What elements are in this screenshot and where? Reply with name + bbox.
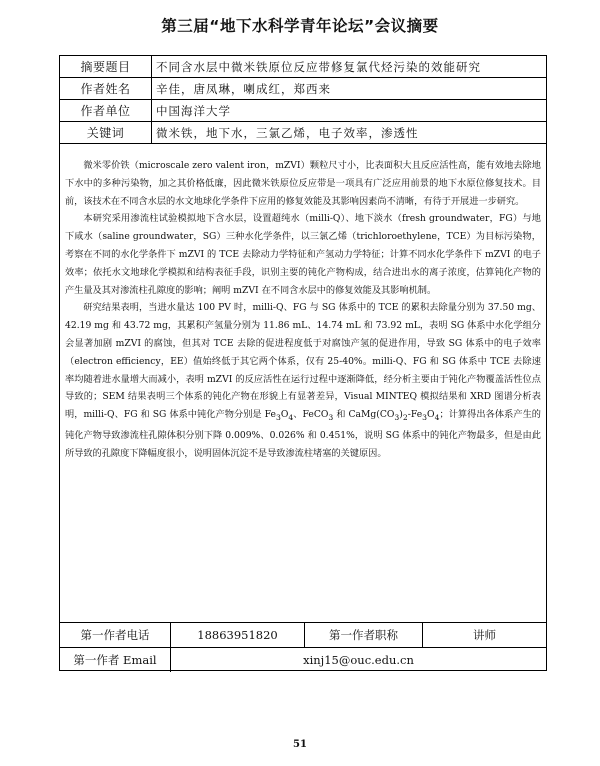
formula-text: 和 CaMg(CO	[333, 409, 395, 421]
header-table	[60, 56, 546, 144]
job-title-label: 第一作者职称	[305, 623, 423, 648]
authors-value: 辛佳，唐凤琳，喇成红，郑西来	[152, 78, 547, 100]
title-label: 摘要题目	[60, 56, 152, 78]
subscript: 4	[434, 412, 440, 422]
phone-label: 第一作者电话	[60, 623, 171, 648]
page-title: 第三届“地下水科学青年论坛”会议摘要	[161, 17, 439, 35]
abstract-paragraph-3	[65, 299, 541, 462]
table-row	[60, 122, 546, 144]
formula-text: )	[399, 409, 403, 421]
subscript: 2	[402, 412, 408, 422]
email-label: 第一作者 Email	[60, 648, 171, 673]
table-row	[60, 100, 546, 122]
abstract-form	[59, 55, 547, 671]
keywords-label: 关键词	[60, 122, 152, 144]
table-row	[60, 648, 546, 673]
abstract-paragraph-1: 微米零价铁（microscale zero valent iron，mZVI）颗粒尺寸小，比表面积大且反应活性高，能有效地去除地下水中的多种污染物，加之其价格低廉，因此微米铁原位反应带是一项具有广泛应用前景的地下水原位修复技术。目前，该技术在不同含水层的水文地球化学条件下应用的修复效能及其影响因素尚不清晰，有待于开展进一步研究。	[65, 160, 541, 207]
formula-text: -Fe	[407, 409, 423, 421]
subscript: 3	[394, 412, 400, 422]
keywords-value: 微米铁，地下水，三氯乙烯，电子效率，渗透性	[152, 122, 547, 144]
job-title-value: 讲师	[423, 623, 547, 648]
abstract-body	[65, 157, 541, 462]
subscript: 3	[275, 412, 281, 422]
authors-label: 作者姓名	[60, 78, 152, 100]
affiliation-value: 中国海洋大学	[152, 100, 547, 122]
abstract-paragraph-2: 本研究采用渗流柱试验模拟地下含水层，设置超纯水（milli-Q）、地下淡水（fresh groundwater，FG）与地下咸水（saline groundwater，SG）三种水化学条件，以三氯乙烯（trichloroethylene，TCE）为目标污染物，考察在不同的水化学条件下 mZVI 的 TCE 去除动力学特征和产氢动力学特征；计算不同水化学条件下 mZVI 的电子效率；依托水文地球化学模拟和结构表征手段，识别主要的钝化产物构成，结合进出水的离子浓度，估算钝化产物的产生量及其对渗流柱孔隙度的影响；阐明 mZVI 在不同含水层中的修复效能及其影响机制。	[65, 213, 541, 296]
formula-text: O	[280, 409, 289, 421]
table-row	[60, 623, 546, 648]
affiliation-label: 作者单位	[60, 100, 152, 122]
table-row	[60, 56, 546, 78]
email-value: xinj15@ouc.edu.cn	[171, 648, 547, 673]
page-number: 51	[293, 739, 307, 750]
footer-table	[60, 622, 546, 672]
subscript: 3	[422, 412, 428, 422]
phone-value: 18863951820	[171, 623, 305, 648]
formula-text: O	[427, 409, 435, 421]
paragraph-text: 研究结果表明，当进水量达 100 PV 时，milli-Q、FG 与 SG 体系中的 TCE 的累积去除量分别为 37.50 mg、42.19 mg 和 43.72 mg，其累积产氢量分别为 11.86 mL、14.74 mL 和 73.92 mL，表明 SG 体系中水化学组分会显著加剧 mZVI 的腐蚀，但其对 TCE 去除的促进程度低于对腐蚀产氢的促进作用，导致 SG 体系中的电子效率（electron efficiency，EE）值始终低于其它两个体系，仅有 25-40%。milli-Q、FG 和 SG 体系中 TCE 去除速率均随着进水量增大而减小，表明 mZVI 的反应活性在运行过程中逐渐降低，经分析主要由于钝化产物覆盖活性位点导致的；SEM 结果表明三个体系的钝化产物在形貌上有显著差异，Visual MINTEQ 模拟结果和 XRD 图谱分析表明，milli-Q、FG 和 SG 体系中钝化产物分别是 Fe	[65, 302, 541, 421]
subscript: 3	[328, 412, 334, 422]
subscript: 4	[288, 412, 294, 422]
formula-text: 、FeCO	[293, 409, 329, 421]
paragraph-text: ；计算得出各体系产生的钝化产物导致渗流柱孔隙体积分别下降 0.009%、0.026% 和 0.451%，说明 SG 体系中的钝化产物最多，但是由此所导致的孔隙度下降幅度很小，说明固体沉淀不是导致渗流柱堵塞的关键原因。	[65, 409, 541, 459]
title-value: 不同含水层中微米铁原位反应带修复氯代烃污染的效能研究	[152, 56, 547, 78]
table-row	[60, 78, 546, 100]
